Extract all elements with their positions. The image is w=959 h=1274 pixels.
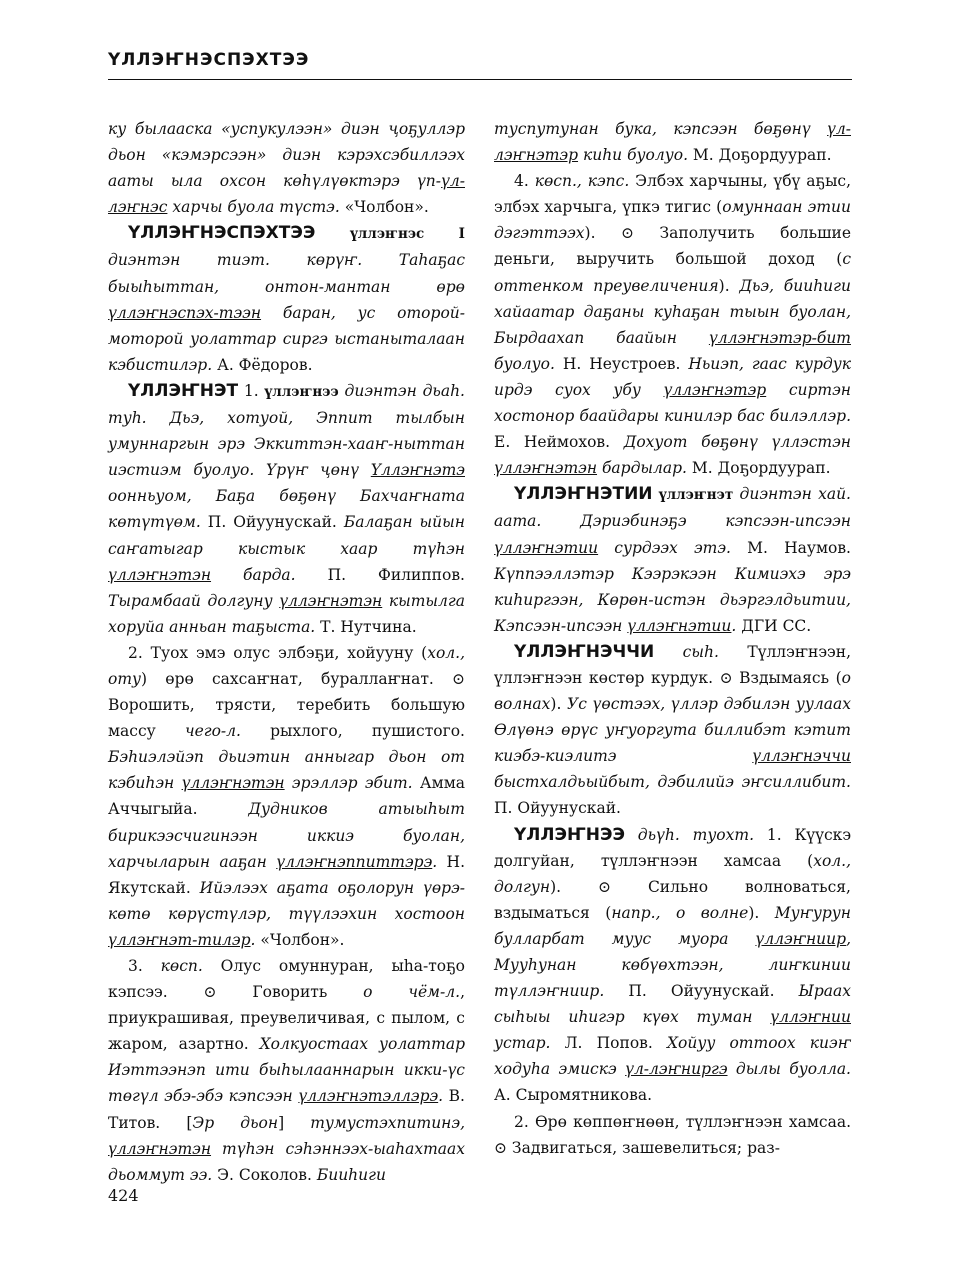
italic-text: сурдээх этэ. [598,538,748,557]
header-rule [108,79,852,80]
entry-paragraph [494,168,851,481]
roman-text: 2. Өрө көппөҥнөөн, түллэҥнээн хамсаа. ⊙ Задвигаться, зашевелиться; раз- [494,1112,851,1157]
italic-text: , Мууһунан көбүөхтээн, лиҥкинии түллэҥниир. [494,929,851,1001]
example-headword-form: үллэҥнэт-тилэр [108,930,251,949]
italic-text: киһи буолуо. [578,146,693,165]
roman-text: П. Ойуунускай. [628,982,799,1001]
italic-text: хол., оту [108,643,465,688]
roman-text: П. Филиппов. [327,565,465,584]
roman-text: Л. Попов. [564,1034,667,1053]
example-headword-form: үл-лэҥнэс [108,172,465,217]
running-head: ҮЛЛЭҤНЭСПЭХТЭЭ [108,50,310,70]
roman-text: А. Сыромятникова. [494,1086,653,1105]
example-headword-form: үллэҥнэтии [627,616,732,635]
italic-text: көсп. [160,957,203,975]
entry-paragraph [108,220,465,378]
italic-text: устар. [494,1034,565,1053]
roman-text: Амма Аччыгыйа. [108,774,466,819]
underlined-example [494,539,598,557]
roman-text: ). [718,276,740,295]
italic-text: сиртэн хостонор баайдары кинилэр бас билэллэр. [494,380,851,426]
italic-text: Күппээллэтэр Кээрэкээн Кимиэхэ эрэ киһиргээн, Көрөн-истэн дьэргэлдьитии, Кэпсээн-ипсээн [494,564,851,635]
italic-text: Холкуостаах уолаттар Иэттээнэп ити быһылааннарын икки-үс төгүл эбэ-эбэ кэпсээн [108,1035,465,1106]
underlined-example [108,1140,211,1158]
roman-text: Олус омуннуран, ыһа-тоҕо кэпсээ. ⊙ Говорить [108,957,465,1002]
italic-text: Ньиэп, гаас курдук ирдэ суох убу [494,354,851,399]
roman-text: В. Титов. [ [108,1087,465,1132]
italic-text: Дудников атыыһыт бирикээсчигинээн иккиэ буолан, харчыларын ааҕан [108,800,465,871]
underlined-example [709,329,851,347]
italic-text: оонньуом, Баҕа бөҕөнү Бахчаҥната көтүтүөм. [108,487,465,532]
italic-text: . [250,930,261,949]
roman-text: Н. Якутскай. [108,852,465,897]
roman-text: ) өрө сахсаҥнат, бураллаҥнат. ⊙ Ворошить, трясти, теребить большую массу [108,669,465,741]
underlined-example [371,461,465,479]
roman-text: ] [278,1113,311,1132]
roman-text: Түллэҥнээн, үллэҥнээн көстөр курдук. ⊙ Вздымаясь ( [494,642,851,687]
italic-text: . [731,616,742,635]
roman-text: 1. [238,381,265,400]
cross-reference: үллэҥнээ [264,383,339,400]
italic-text: дылы буолла. [727,1060,851,1079]
roman-text: Н. Неустроев. [562,354,689,373]
italic-text: диэнтэн дьаһ. туһ. Дьэ, хотуой, Эппит тылбын умуннаргын эрэ Эккиттэн-хааҥ-ныттан иэстиэм буолуо. Үрүҥ ҷөнү [108,381,465,480]
roman-text: Е. Неймохов. [494,433,624,452]
roman-text: 2. Туох эмэ олус элбэҕи, хойууну ( [128,643,428,662]
roman-text: М. Доҕордуурап. [691,459,831,478]
italic-text: Балаҕан ыйын саҥатыгар кыстык хаар түһэн [108,513,465,558]
headword: ҮЛЛЭҤНЭСПЭХТЭЭ [128,223,316,244]
italic-text: буолуо. [494,354,563,373]
italic-text: тумустэхпитинэ, [310,1113,465,1132]
italic-text: Бэһиэлэйэп дьиэтин анныгар дьон от кэбиһэн [108,748,465,793]
underlined-example [298,1087,438,1105]
italic-text: Эр дьон [192,1113,279,1132]
italic-text: дьүһ. туохт. [637,825,755,844]
underlined-example [108,931,251,949]
underlined-example [494,459,597,477]
italic-text: Ус үөстээх, үллэр дэбилэн уулаах Өлүөнэ өрүс уҥуоргута биллибэт кэтит киэбэ-киэлитэ [494,695,851,766]
italic-text: эрэллэр эбит. [284,774,420,793]
example-headword-form: үл-лэҥниргэ [625,1060,728,1079]
roman-text: , приукрашивая, преувеличивая, с пылом, с жаром, азартно. [108,983,466,1054]
italic-text: диэнтэн тиэт. көрүҥ. Таһаҕас быыһыттан, онтон-мантан өрө [108,251,465,296]
example-headword-form: үллэҥнэтэн [279,591,383,610]
example-headword-form: үллэҥнэтэн [108,1139,212,1158]
italic-text: Дохуот бөҕөнү үллэстэн [623,433,852,452]
right-column [494,116,851,1161]
roman-text [625,826,638,844]
headword: ҮЛЛЭҤНЭЭ [514,824,625,845]
italic-text: . [432,852,447,871]
italic-text: быстхалдьыйбыт, дэбилийэ эҥсиллибит. [494,773,851,792]
underlined-example [276,853,432,871]
italic-text: напр., о волне [611,903,749,922]
roman-text: 1. Күүскэ долгуйан, түллэҥнээн хамсаа ( [494,825,851,870]
roman-text: П. Ойуунускай. [494,799,621,818]
roman-text: П. Ойуунускай. [207,513,344,532]
entry-paragraph [494,639,851,822]
roman-text: ). ⊙ Заполучить большие деньги, выручить большой доход ( [494,224,851,269]
roman-text: Элбэх харчыны, үбү аҕыс, элбэх харчыга, үпкэ тигис ( [494,172,852,217]
underlined-example [770,1008,851,1026]
roman-text: ). [748,903,775,922]
italic-text: Тырамбаай долгуну [108,591,280,610]
italic-text: диэнтэн хай. аата. Дэриэбинэҕэ кэпсээн-ипсээн [494,485,851,531]
italic-text: харчы буола түстэ. [167,198,345,217]
italic-text: кытылга хоруйа анньан таҕыста. [108,591,465,636]
headword: ҮЛЛЭҤНЭТИИ [514,484,653,505]
example-headword-form: үллэҥниир [755,929,847,948]
example-headword-form: үллэҥнэспэх-тээн [108,303,262,322]
underlined-example [279,592,382,610]
italic-text: ку былааска «успукулээн» диэн ҷоҕуллэр дьон «кэмэрсээн» диэн кэрэхсэбиллээх ааты ыла охсон көһүлүөктэрэ үп- [108,120,465,191]
italic-text: туспутунан бука, кэпсээн бөҕөнү [494,120,828,138]
example-headword-form: үллэҥнэтэн [494,459,598,478]
roman-text: «Чолбон». [260,930,345,949]
headword: ҮЛЛЭҤНЭЧЧИ [514,641,655,662]
roman-text: Т. Нутчина. [320,617,417,636]
headword: ҮЛЛЭҤНЭТ [128,380,239,401]
roman-text: А. Фёдоров. [217,355,313,374]
underlined-example [182,774,285,792]
roman-text: М. Доҕордуурап. [692,146,832,165]
roman-text: ). ⊙ Сильно волноваться, вздыматься ( [494,877,851,922]
italic-text: Муҥурун булларбат муус муора [494,903,851,948]
cross-reference: үллэҥнэт [658,487,734,504]
italic-text: чего-л. [184,722,241,741]
roman-text [654,643,682,661]
example-headword-form: үл-лэҥнэтэр [494,120,851,165]
entry-paragraph [108,378,465,640]
example-headword-form: үллэҥнии [770,1008,851,1027]
italic-text: барда. [211,565,328,584]
example-headword-form: үллэҥнэтэн [181,774,285,793]
italic-text: бардылар. [597,459,692,478]
entry-paragraph [108,953,465,1188]
roman-text [315,224,350,242]
italic-text: с оттенком преувеличения [494,250,851,295]
italic-text: түһэн сэһэннээх-ыаһахтаах дьоммут ээ. [108,1139,465,1184]
underlined-example [755,930,846,948]
roman-text: М. Наумов. [747,538,851,557]
underlined-example [108,566,211,584]
example-headword-form: үллэҥнэтэр [663,380,767,399]
underlined-example [108,304,261,322]
entry-paragraph [494,822,851,1109]
entry-paragraph [494,481,851,639]
italic-text: Дьэ, бииһиги хайаатар даҕаны куһаҕан тыын буолан, Бырдаахап баайын [494,276,851,347]
left-column [108,116,465,1188]
example-headword-form: үллэҥнэтэр-бит [708,328,851,347]
italic-text: о волнах [494,668,851,714]
italic-text: сыһ. [682,642,719,661]
italic-text: баран, ус оторой-моторой уолаттар сиргэ ыстаныталаан кэбистилэр. [108,303,465,374]
roman-text: ДГИ СС. [741,616,812,635]
underlined-example [663,381,766,399]
cross-reference: үллэҥнэс І [349,226,465,243]
italic-text: Ийэлээх аҕата оҕолорун үөрэ-көтө көрүстүлэр, түүлээхин хостоон [108,878,465,923]
roman-text: рыхлого, пушистого. [240,722,465,741]
underlined-example [625,1060,727,1078]
example-headword-form: Үллэҥнэтэ [370,461,465,480]
entry-paragraph [494,116,851,168]
italic-text: о чём-л. [363,983,461,1002]
roman-text: «Чолбон». [344,198,429,217]
italic-text: Бииһиги [316,1165,386,1184]
roman-text: Э. Соколов. [217,1165,317,1184]
underlined-example [752,747,851,765]
italic-text: Хойуу оттоох киэҥ ходуһа эмискэ [494,1034,851,1079]
italic-text: хол., долгун [494,851,851,896]
entry-paragraph [108,116,465,220]
roman-text: ). [550,695,568,714]
roman-text: 3. [128,957,161,975]
example-headword-form: үллэҥнэппиттэрэ [276,852,433,871]
italic-text: көсп., кэпс. [534,172,630,191]
italic-text: омуннаан этии дэгэттээх [494,198,851,243]
page-number: 424 [108,1186,139,1205]
example-headword-form: үллэҥнэччи [752,747,851,766]
example-headword-form: үллэҥнэтэллэрэ [298,1087,439,1106]
example-headword-form: үллэҥнэтии [494,538,599,557]
roman-text: 4. [514,172,535,191]
example-headword-form: үллэҥнэтэн [108,565,212,584]
underlined-example [627,617,731,635]
italic-text: Ыраах сыһыы иһигэр күөх туман [494,982,851,1027]
italic-text: . [438,1087,449,1106]
entry-paragraph [494,1109,851,1161]
entry-paragraph [108,640,465,953]
